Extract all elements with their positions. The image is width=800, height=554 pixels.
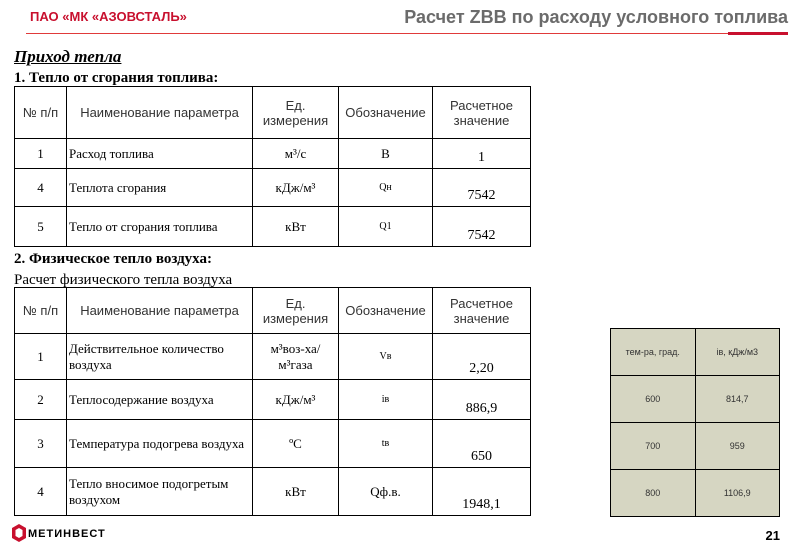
row-no: 4 bbox=[15, 169, 67, 207]
brand-name: МЕТИНВЕСТ bbox=[28, 528, 106, 540]
row-no: 5 bbox=[15, 207, 67, 247]
col-header-symbol: Обозначение bbox=[339, 87, 433, 139]
air-heading: 2. Физическое тепло воздуха: bbox=[14, 251, 212, 267]
air-subheading: Расчет физического тепла воздуха bbox=[14, 272, 233, 288]
table-row bbox=[15, 420, 531, 468]
row-name: Температура подогрева воздуха bbox=[67, 420, 253, 468]
table-row bbox=[15, 207, 531, 247]
row-value: 7542 bbox=[433, 169, 531, 207]
row-no: 3 bbox=[15, 420, 67, 468]
side-header-temp: тем-ра, град. bbox=[611, 329, 696, 376]
row-symbol: Vв bbox=[339, 334, 433, 380]
col-header-value: Расчетное значение bbox=[433, 288, 531, 334]
side-cell: 959 bbox=[695, 423, 780, 470]
company-name: ПАО «МК «АЗОВСТАЛЬ» bbox=[30, 9, 187, 24]
row-unit: ºС bbox=[253, 420, 339, 468]
row-value: 650 bbox=[433, 420, 531, 468]
side-cell: 700 bbox=[611, 423, 696, 470]
row-unit: кВт bbox=[253, 207, 339, 247]
row-name: Расход топлива bbox=[67, 139, 253, 169]
table-row bbox=[15, 468, 531, 516]
metinvest-logo-icon bbox=[12, 524, 26, 542]
page-number: 21 bbox=[765, 528, 780, 543]
header-accent-bar bbox=[728, 32, 788, 35]
table-row bbox=[611, 329, 780, 376]
side-cell: 800 bbox=[611, 470, 696, 517]
col-header-value: Расчетное значение bbox=[433, 87, 531, 139]
row-unit: м³/с bbox=[253, 139, 339, 169]
row-symbol: В bbox=[339, 139, 433, 169]
col-header-symbol: Обозначение bbox=[339, 288, 433, 334]
col-header-no: № п/п bbox=[15, 87, 67, 139]
row-value: 2,20 bbox=[433, 334, 531, 380]
row-name: Тепло вносимое подогретым воздухом bbox=[67, 468, 253, 516]
col-header-name: Наименование параметра bbox=[67, 288, 253, 334]
row-name: Тепло от сгорания топлива bbox=[67, 207, 253, 247]
row-value: 886,9 bbox=[433, 380, 531, 420]
row-symbol: Qф.в. bbox=[339, 468, 433, 516]
row-no: 1 bbox=[15, 334, 67, 380]
header-divider bbox=[26, 33, 788, 34]
col-header-unit: Ед. измерения bbox=[253, 87, 339, 139]
row-name: Теплосодержание воздуха bbox=[67, 380, 253, 420]
fuel-table bbox=[14, 86, 531, 247]
table-row bbox=[15, 169, 531, 207]
col-header-name: Наименование параметра bbox=[67, 87, 253, 139]
row-no: 4 bbox=[15, 468, 67, 516]
slide-title: Расчет ZBB по расходу условного топлива bbox=[404, 7, 788, 27]
row-symbol: Q1 bbox=[339, 207, 433, 247]
row-value: 1 bbox=[433, 139, 531, 169]
row-name: Теплота сгорания bbox=[67, 169, 253, 207]
row-unit: кДж/м³ bbox=[253, 380, 339, 420]
row-symbol: Qн bbox=[339, 169, 433, 207]
col-header-unit: Ед. измерения bbox=[253, 288, 339, 334]
row-unit: кДж/м³ bbox=[253, 169, 339, 207]
table-row bbox=[15, 334, 531, 380]
table-row bbox=[15, 380, 531, 420]
air-table bbox=[14, 287, 531, 516]
row-no: 1 bbox=[15, 139, 67, 169]
row-value: 1948,1 bbox=[433, 468, 531, 516]
row-no: 2 bbox=[15, 380, 67, 420]
fuel-heading: 1. Тепло от сгорания топлива: bbox=[14, 70, 219, 86]
row-symbol: iв bbox=[339, 380, 433, 420]
row-value: 7542 bbox=[433, 207, 531, 247]
row-unit: м³воз-ха/м³газа bbox=[253, 334, 339, 380]
side-cell: 600 bbox=[611, 376, 696, 423]
side-cell: 1106,9 bbox=[695, 470, 780, 517]
table-row bbox=[611, 376, 780, 423]
table-row bbox=[611, 423, 780, 470]
table-row bbox=[611, 470, 780, 517]
table-row bbox=[15, 139, 531, 169]
enthalpy-table bbox=[610, 328, 780, 517]
row-symbol: tв bbox=[339, 420, 433, 468]
row-name: Действительное количество воздуха bbox=[67, 334, 253, 380]
row-unit: кВт bbox=[253, 468, 339, 516]
col-header-no: № п/п bbox=[15, 288, 67, 334]
side-cell: 814,7 bbox=[695, 376, 780, 423]
side-header-enthalpy: iв, кДж/м3 bbox=[695, 329, 780, 376]
section-title: Приход тепла bbox=[14, 47, 122, 66]
